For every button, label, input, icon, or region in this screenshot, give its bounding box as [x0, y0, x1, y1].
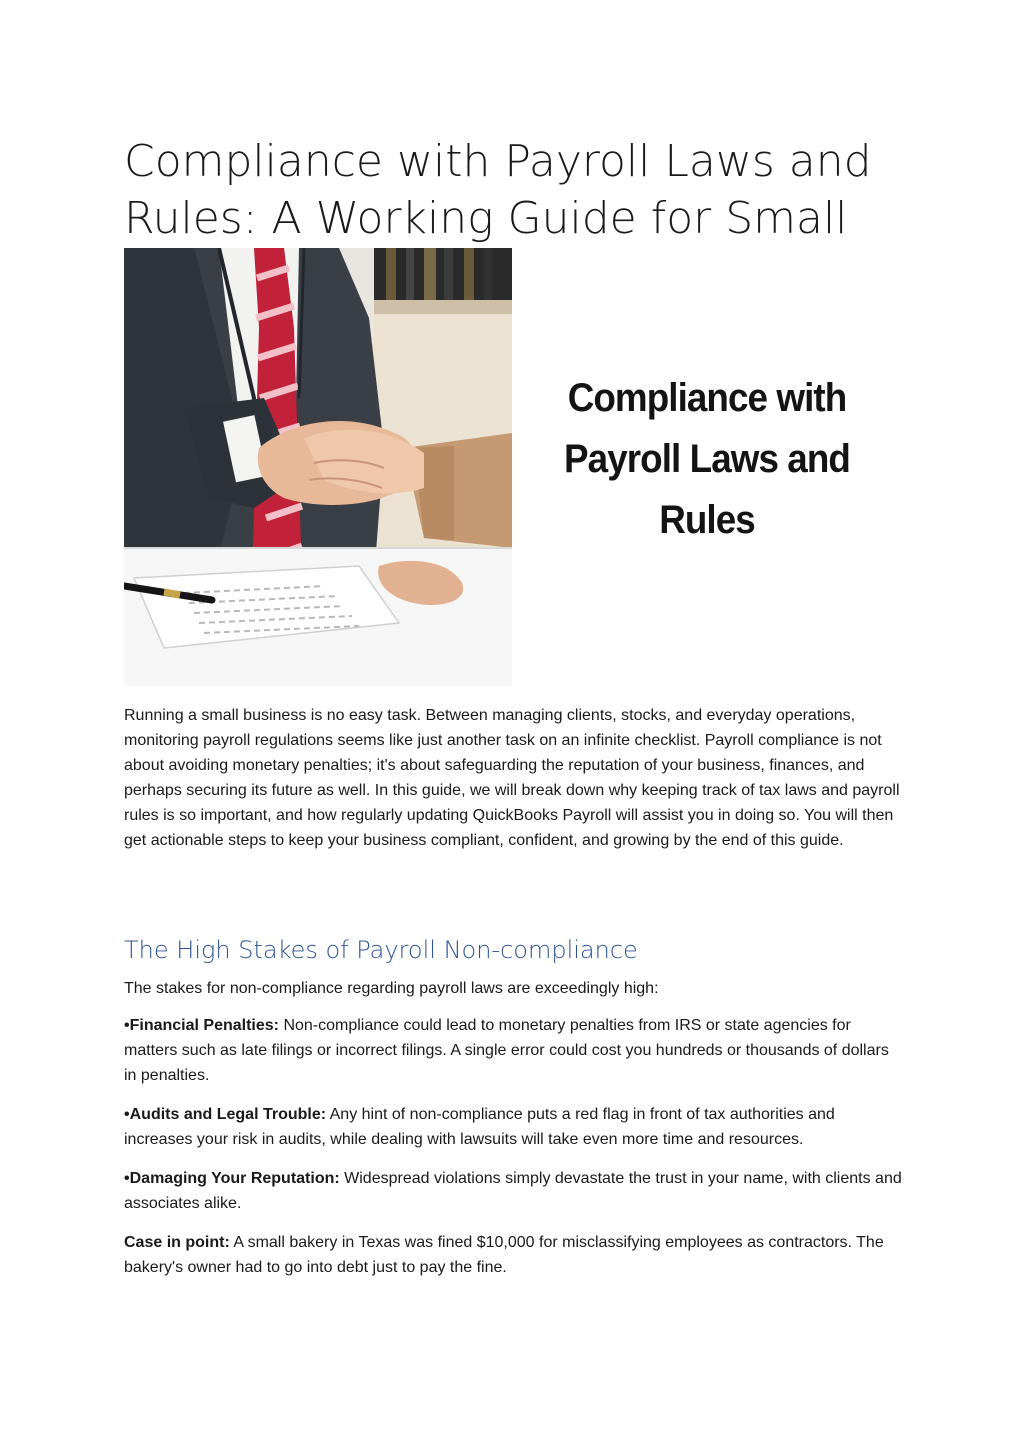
banner-heading-line-1: Compliance with — [567, 376, 847, 420]
bullet-label: Financial Penalties: — [129, 1017, 279, 1034]
bullet-icon: • — [124, 1017, 130, 1034]
bullet-text: Any hint of non-compliance puts a red flag in front of tax authorities and increases your risk in audits, while dealing with lawsuits will take even more time and resources. — [124, 1106, 835, 1148]
bullet-text: Widespread violations simply devastate the trust in your name, with clients and associates alike. — [124, 1170, 902, 1212]
handshake-photo — [124, 248, 512, 686]
banner-heading — [528, 368, 887, 551]
case-in-point — [124, 1230, 904, 1280]
bullet-icon: • — [124, 1170, 130, 1187]
banner-heading-line-2: Payroll Laws and — [564, 437, 850, 481]
intro-paragraph: Running a small business is no easy task. Between managing clients, stocks, and everyday operations, monitoring payroll regulations seems like just another task on an infinite checklist. Payroll compliance is not about avoiding monetary penalties; it's about safeguarding the reputation of your business, finances, and perhaps securing its future as well. In this guide, we will break down why keeping track of tax laws and payroll rules is so important, and how regularly updating QuickBooks Payroll will assist you in doing so. You will then get actionable steps to keep your business compliant, confident, and growing by the end of this guide. — [124, 707, 900, 849]
document-title-line-2: Rules: A Working Guide for Small — [124, 193, 848, 244]
bullet-label: Damaging Your Reputation: — [129, 1170, 340, 1187]
bullet-item-audits — [124, 1102, 904, 1152]
banner-heading-line-3: Rules — [659, 498, 755, 542]
bullet-icon: • — [124, 1106, 130, 1123]
case-label: Case in point: — [124, 1234, 230, 1251]
section-lead: The stakes for non-compliance regarding payroll laws are exceedingly high: — [124, 980, 659, 997]
bullet-label: Audits and Legal Trouble: — [129, 1106, 327, 1123]
case-text: A small bakery in Texas was fined $10,000 for misclassifying employees as contractors. The bakery's owner had to go into debt just to pay the fine. — [124, 1234, 884, 1276]
bullet-item-financial-penalties — [124, 1013, 904, 1088]
document-title-line-1: Compliance with Payroll Laws and — [124, 136, 872, 187]
document-title — [124, 133, 904, 247]
bullet-item-reputation — [124, 1166, 904, 1216]
bullet-text: Non-compliance could lead to monetary penalties from IRS or state agencies for matters such as late filings or incorrect filings. A single error could cost you hundreds or thousands of dollars in penalties. — [124, 1017, 889, 1084]
banner-image — [124, 248, 904, 686]
section-heading: The High Stakes of Payroll Non-compliance — [124, 936, 638, 964]
